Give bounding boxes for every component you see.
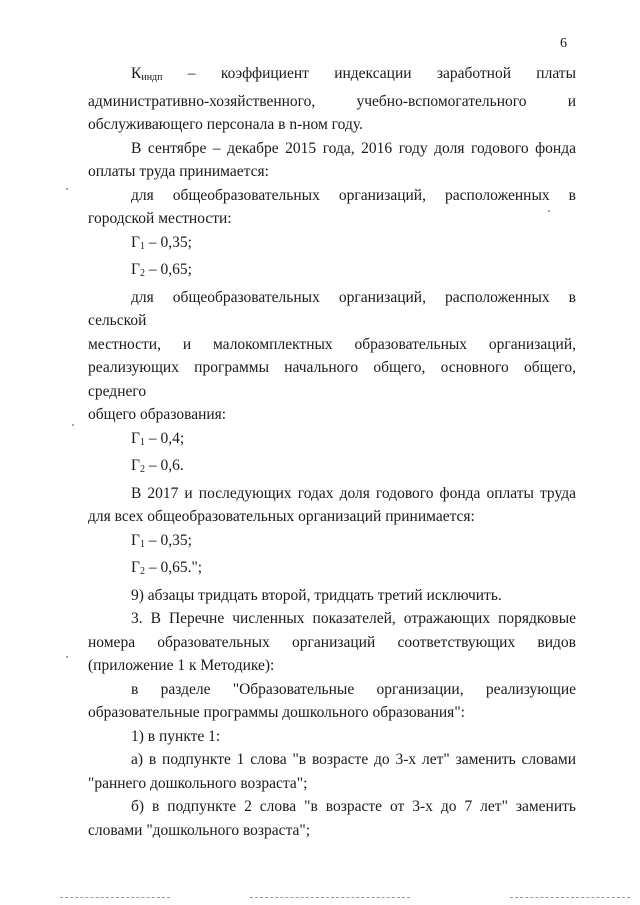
y2017-line-1: В 2017 и последующих годах доля годового фонда оплаты труда	[131, 484, 576, 502]
item-9: 9) абзацы тридцать второй, тридцать третий исключить.	[131, 586, 502, 604]
kindd-definition: – коэффициент индексации заработной платы	[162, 65, 576, 82]
formula-subscript: 2	[139, 268, 145, 279]
item3-line-1: 3. В Перечне численных показателей, отражающих порядковые	[131, 610, 576, 627]
kindd-symbol: К	[131, 65, 142, 82]
formula-value: – 0,35;	[144, 531, 192, 549]
formula-subscript: 2	[139, 566, 145, 577]
sep-line-1: В сентябре – декабре 2015 года, 2016 году доля годового фонда	[131, 139, 576, 157]
formula-value: – 0,6.	[144, 457, 184, 474]
formula-value: – 0,4;	[144, 429, 185, 447]
formula-value: – 0,65;	[144, 261, 192, 278]
document-body	[88, 62, 576, 842]
rural-line-4: общего образования:	[88, 406, 227, 423]
point-1: 1) в пункте 1:	[131, 727, 221, 745]
scan-speck	[66, 656, 68, 658]
scan-speck	[66, 188, 68, 190]
y2017-line-2: для всех общеобразовательных организаций принимается:	[88, 508, 475, 525]
subpoint-b-line-1: б) в подпункте 2 слова "в возрасте от 3-х до 7 лет" заменить	[131, 798, 576, 815]
item3-line-3: (приложение 1 к Методике):	[88, 657, 275, 674]
kindd-line-2: административно-хозяйственного, учебно-вспомогательного и	[88, 92, 576, 110]
formula-symbol: Г	[131, 531, 140, 549]
formula-g2-2017	[88, 556, 576, 584]
rural-line-1: для общеобразовательных организаций, расположенных в сельской	[88, 288, 576, 329]
formula-value: – 0,35;	[144, 233, 192, 251]
kindd-subscript: индп	[141, 72, 163, 83]
section-line-1: в разделе "Образовательные организации, реализующие	[131, 680, 576, 698]
formula-value: – 0,65.";	[144, 559, 203, 576]
sep-line-2: оплаты труда принимается:	[88, 163, 269, 180]
formula-symbol: Г	[131, 559, 140, 576]
formula-subscript: 1	[139, 436, 145, 448]
formula-symbol: Г	[131, 429, 140, 447]
formula-symbol: Г	[131, 261, 140, 278]
formula-g1-2017	[88, 529, 576, 557]
rural-line-3: реализующих программы начального общего, основного общего, среднего	[88, 359, 576, 400]
section-line-2: образовательные программы дошкольного образования":	[88, 704, 465, 721]
kindd-line-3: обслуживающего персонала в n-ном году.	[88, 116, 363, 133]
subpoint-b-line-2: словами "дошкольного возраста";	[88, 821, 311, 839]
formula-symbol: Г	[131, 457, 140, 474]
rural-line-2: местности, и малокомплектных образовательных организаций,	[88, 335, 576, 353]
urban-line-2: городской местности:	[88, 210, 232, 227]
urban-line-1: для общеобразовательных организаций, расположенных в	[131, 186, 576, 204]
page-number: 6	[560, 36, 567, 51]
formula-g2-urban	[88, 258, 576, 286]
formula-symbol: Г	[131, 233, 140, 251]
formula-g2-rural	[88, 454, 576, 482]
scan-speck	[548, 210, 550, 212]
item3-line-2: номера образовательных организаций соответствующих видов	[88, 633, 576, 651]
scan-edge-line	[250, 897, 410, 899]
scan-edge-line	[60, 897, 170, 899]
subpoint-a-line-2: "раннего дошкольного возраста";	[88, 774, 308, 792]
formula-subscript: 1	[139, 538, 145, 550]
formula-subscript: 2	[139, 464, 145, 475]
subpoint-a-line-1: а) в подпункте 1 слова "в возрасте до 3-х лет" заменить словами	[131, 751, 576, 768]
scan-edge-line	[510, 897, 630, 899]
kindd-line-1	[88, 62, 576, 90]
formula-g1-rural	[88, 427, 576, 455]
formula-subscript: 1	[139, 240, 145, 252]
scan-speck	[72, 424, 74, 426]
formula-g1-urban	[88, 231, 576, 259]
